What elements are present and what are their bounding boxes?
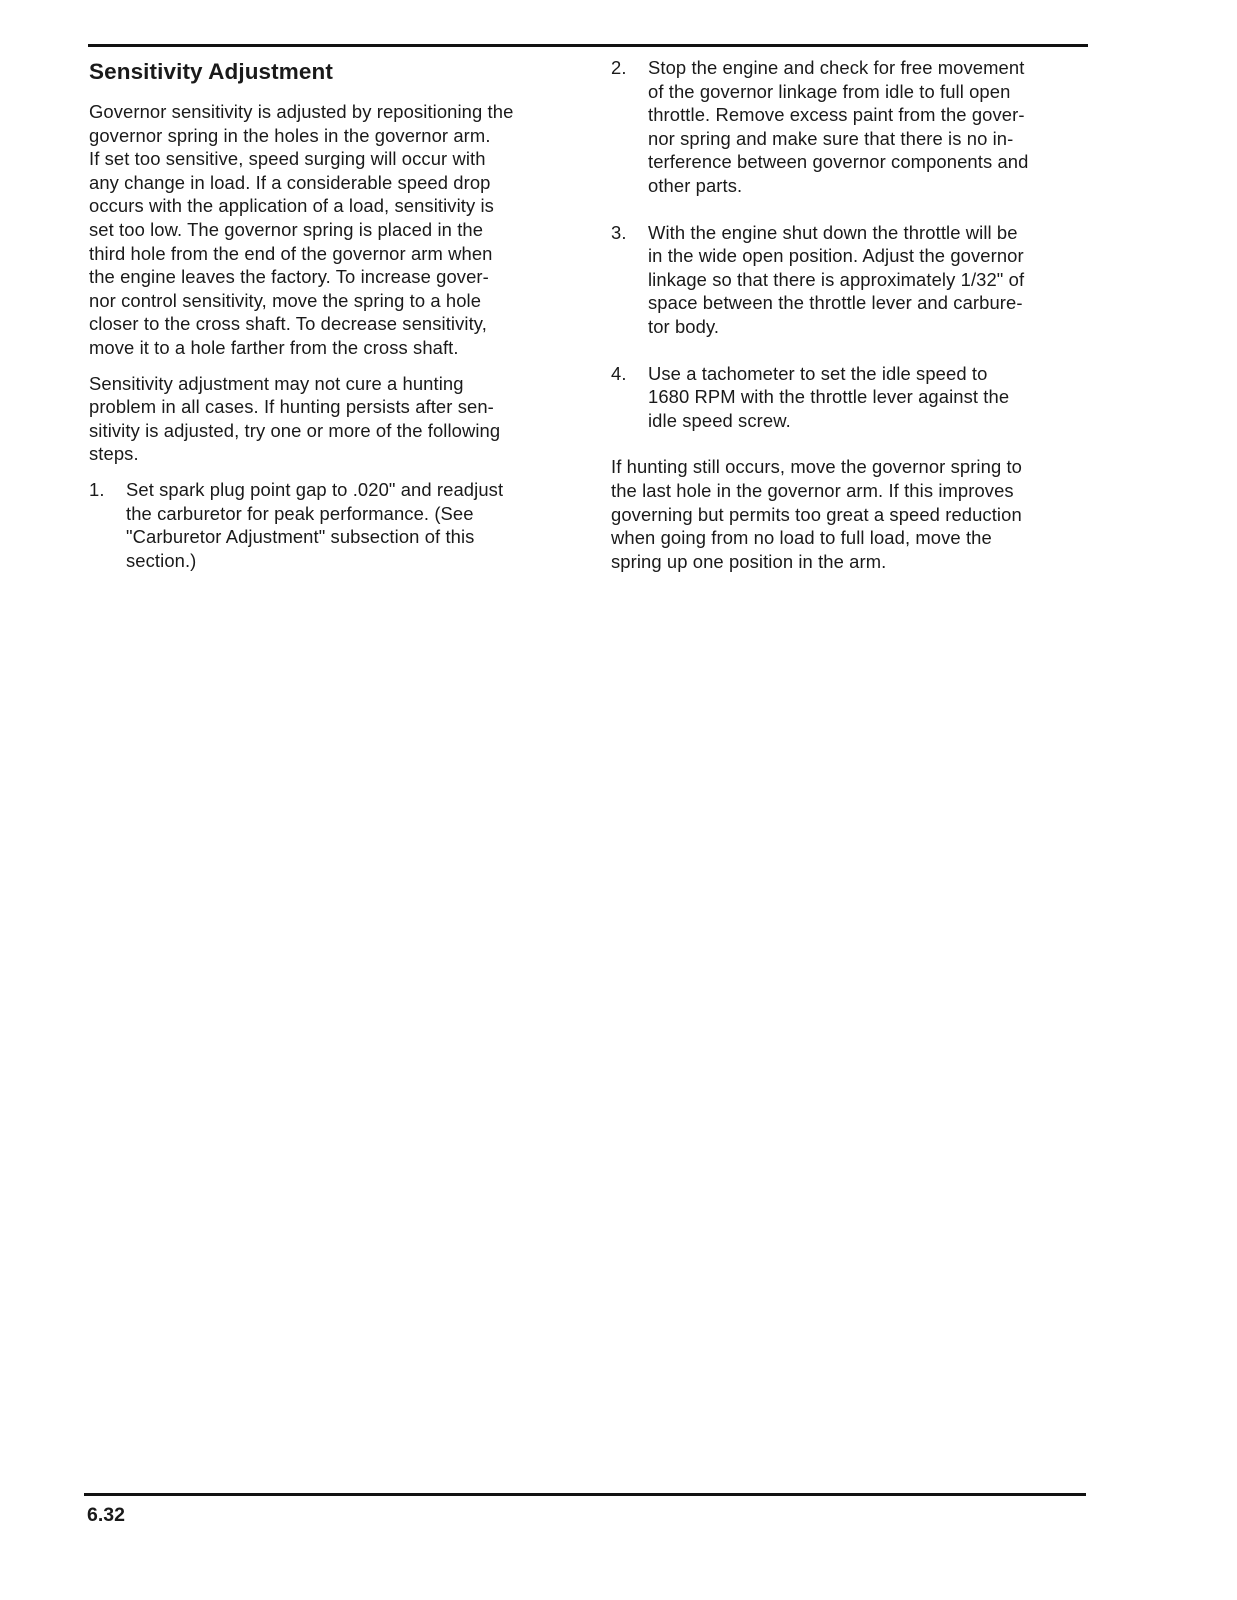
text-line: "Carburetor Adjustment" subsection of this <box>126 526 475 548</box>
step-3 <box>611 221 1086 339</box>
text-line: Stop the engine and check for free movement <box>648 57 1025 78</box>
hunting-paragraph <box>89 372 569 466</box>
text-line: spring up one position in the arm. <box>611 550 887 572</box>
top-rule <box>88 44 1088 47</box>
text-line: tor body. <box>648 315 720 337</box>
text-line: If hunting still occurs, move the governor spring to <box>611 456 1023 478</box>
step-1 <box>89 478 569 572</box>
text-line: the last hole in the governor arm. If this improves <box>611 479 1014 501</box>
text-line: nor control sensitivity, move the spring to a hole <box>89 289 482 311</box>
text-line: steps. <box>89 443 139 465</box>
text-line: when going from no load to full load, move the <box>611 527 992 549</box>
right-column <box>611 56 1086 585</box>
text-line: closer to the cross shaft. To decrease sensitivity, <box>89 313 487 335</box>
text-line: Set spark plug point gap to .020" and readjust <box>126 478 504 500</box>
text-line: Governor sensitivity is adjusted by repositioning the <box>89 101 514 122</box>
text-line: linkage so that there is approximately 1/32" of <box>648 268 1025 290</box>
text-line: idle speed screw. <box>648 409 791 431</box>
text-line: throttle. Remove excess paint from the gover- <box>648 104 1025 126</box>
text-line: set too low. The governor spring is placed in the <box>89 218 484 240</box>
text-line: If set too sensitive, speed surging will occur with <box>89 148 486 170</box>
step-number: 2. <box>611 57 627 78</box>
step-number: 1. <box>89 478 105 500</box>
text-line: the carburetor for peak performance. (See <box>126 502 474 524</box>
left-column <box>89 56 569 572</box>
text-line: space between the throttle lever and carbure- <box>648 292 1023 314</box>
text-line: Sensitivity adjustment may not cure a hunting <box>89 372 464 394</box>
text-line: move it to a hole farther from the cross shaft. <box>89 336 459 358</box>
step-4 <box>611 362 1086 433</box>
text-line: problem in all cases. If hunting persists after sen- <box>89 396 494 418</box>
closing-paragraph <box>611 455 1086 573</box>
bottom-rule <box>84 1493 1086 1496</box>
text-line: of the governor linkage from idle to full open <box>648 80 1011 102</box>
text-line: nor spring and make sure that there is no in- <box>648 127 1014 149</box>
text-line: Use a tachometer to set the idle speed to <box>648 362 988 384</box>
step-number: 3. <box>611 221 627 243</box>
step-number: 4. <box>611 362 627 384</box>
section-title: Sensitivity Adjustment <box>89 59 333 84</box>
page-number: 6.32 <box>87 1504 125 1526</box>
text-line: any change in load. If a considerable speed drop <box>89 171 491 193</box>
text-line: terference between governor components and <box>648 151 1029 173</box>
text-line: section.) <box>126 549 197 571</box>
text-line: other parts. <box>648 174 743 196</box>
text-line: governor spring in the holes in the governor arm. <box>89 124 491 146</box>
text-line: in the wide open position. Adjust the governor <box>648 245 1024 267</box>
text-line: sitivity is adjusted, try one or more of the following <box>89 419 501 441</box>
text-line: 1680 RPM with the throttle lever against the <box>648 386 1010 408</box>
text-line: governing but permits too great a speed reduction <box>611 503 1022 525</box>
text-line: With the engine shut down the throttle will be <box>648 221 1018 243</box>
text-line: third hole from the end of the governor arm when <box>89 242 493 264</box>
step-2 <box>611 56 1086 198</box>
sensitivity-paragraph <box>89 100 569 360</box>
text-line: the engine leaves the factory. To increase gover- <box>89 266 489 288</box>
text-line: occurs with the application of a load, sensitivity is <box>89 195 494 217</box>
